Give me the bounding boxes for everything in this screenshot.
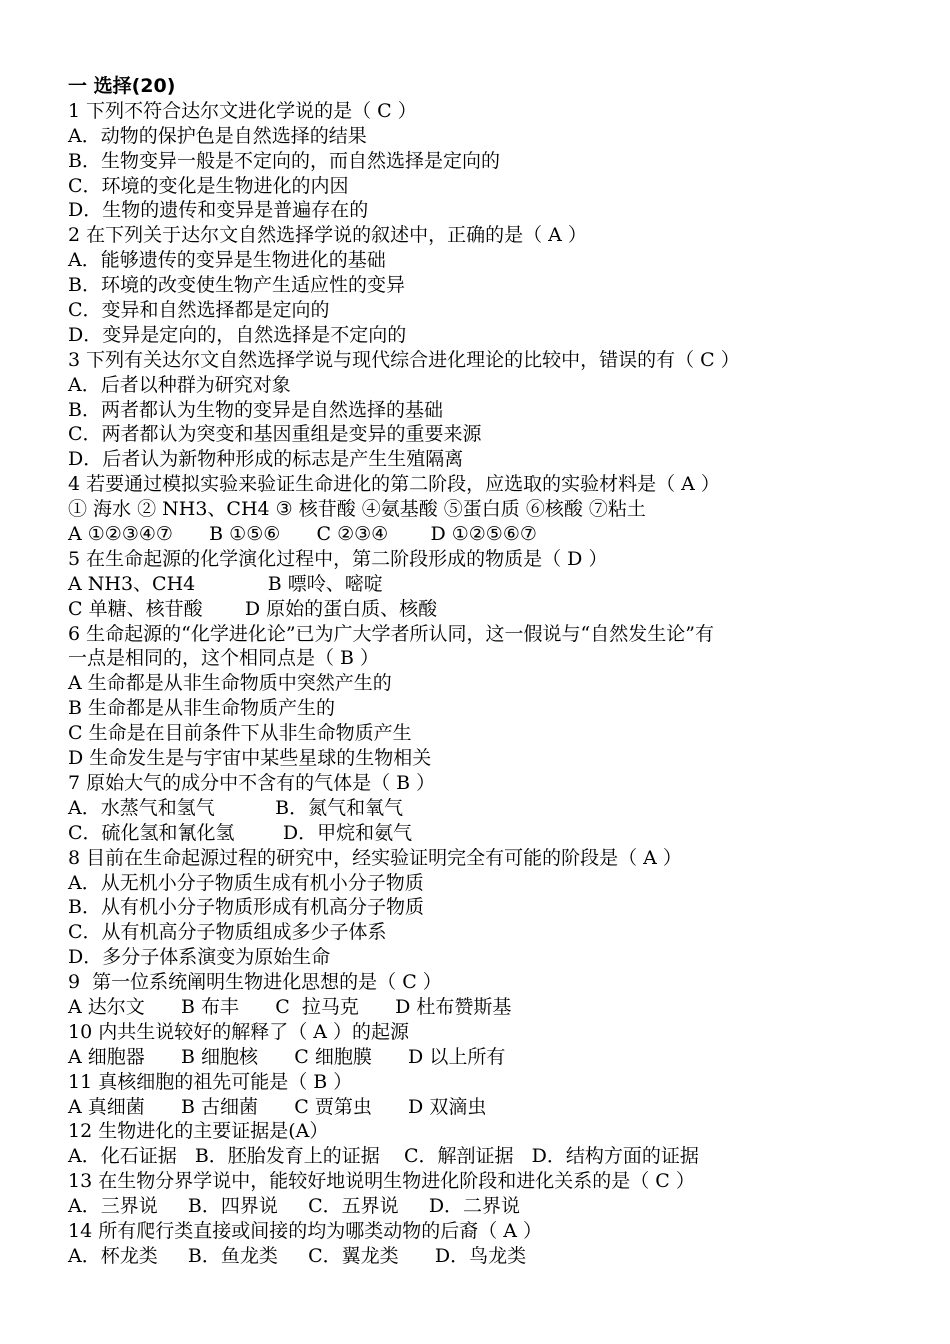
text-line: A．水蒸气和氢气 B．氮气和氧气 <box>68 796 404 819</box>
text-line: A ①②③④⑦ B ①⑤⑥ C ②③④ D ①②⑤⑥⑦ <box>68 523 537 546</box>
text-line: 12 生物进化的主要证据是(A） <box>68 1120 329 1143</box>
text-line: C．硫化氢和氰化氢 D．甲烷和氨气 <box>68 821 413 844</box>
text-line: 2 在下列关于达尔文自然选择学说的叙述中，正确的是（ A ） <box>68 224 587 247</box>
text-line: C．变异和自然选择都是定向的 <box>68 299 330 322</box>
text-line: 3 下列有关达尔文自然选择学说与现代综合进化理论的比较中，错误的有（ C ） <box>68 348 740 371</box>
text-line: D．变异是定向的，自然选择是不定向的 <box>68 323 407 346</box>
text-line: ① 海水 ② NH3、CH4 ③ 核苷酸 ④氨基酸 ⑤蛋白质 ⑥核酸 ⑦粘土 <box>68 498 646 521</box>
text-line: B．环境的改变使生物产生适应性的变异 <box>68 274 405 297</box>
text-line: C 单糖、核苷酸 D 原始的蛋白质、核酸 <box>68 597 438 620</box>
text-line: 13 在生物分界学说中，能较好地说明生物进化阶段和进化关系的是（ C ） <box>68 1170 695 1193</box>
text-line: C．环境的变化是生物进化的内因 <box>68 174 349 197</box>
text-line: 9 第一位系统阐明生物进化思想的是（ C ） <box>68 971 442 994</box>
text-line: A．能够遗传的变异是生物进化的基础 <box>68 249 386 272</box>
text-line: 6 生命起源的“化学进化论”已为广大学者所认同，这一假说与“自然发生论”有 <box>68 622 714 645</box>
text-line: 10 内共生说较好的解释了（ A ）的起源 <box>68 1020 410 1043</box>
text-line: B．从有机小分子物质形成有机高分子物质 <box>68 896 424 919</box>
text-line: A．杯龙类 B．鱼龙类 C．翼龙类 D．鸟龙类 <box>68 1244 527 1267</box>
text-line: A．化石证据 B．胚胎发育上的证据 C．解剖证据 D．结构方面的证据 <box>68 1145 699 1168</box>
text-line: B．两者都认为生物的变异是自然选择的基础 <box>68 398 443 421</box>
section-title: 一 选择(20) <box>68 75 176 97</box>
text-line: A 细胞器 B 细胞核 C 细胞膜 D 以上所有 <box>68 1045 506 1068</box>
document-page <box>68 74 898 1269</box>
text-line: A 生命都是从非生命物质中突然产生的 <box>68 672 392 695</box>
text-line: 1 下列不符合达尔文进化学说的是（ C ） <box>68 99 417 122</box>
text-line: 11 真核细胞的祖先可能是（ B ） <box>68 1070 353 1093</box>
text-line: A．从无机小分子物质生成有机小分子物质 <box>68 871 424 894</box>
text-line: A．三界说 B．四界说 C．五界说 D．二界说 <box>68 1195 521 1218</box>
text-line: D 生命发生是与宇宙中某些星球的生物相关 <box>68 747 432 770</box>
text-line: C 生命是在目前条件下从非生命物质产生 <box>68 722 412 745</box>
text-line: 8 目前在生命起源过程的研究中，经实验证明完全有可能的阶段是（ A ） <box>68 846 682 869</box>
text-line: D．生物的遗传和变异是普遍存在的 <box>68 199 369 222</box>
text-line: A 达尔文 B 布丰 C 拉马克 D 杜布赞斯基 <box>68 995 512 1018</box>
text-line: 4 若要通过模拟实验来验证生命进化的第二阶段，应选取的实验材料是（ A ） <box>68 473 720 496</box>
text-line: D．后者认为新物种形成的标志是产生生殖隔离 <box>68 448 464 471</box>
text-line: A NH3、CH4 B 嘌呤、嘧啶 <box>68 572 383 595</box>
question-list <box>68 99 898 1269</box>
text-line: 5 在生命起源的化学演化过程中，第二阶段形成的物质是（ D ） <box>68 547 608 570</box>
text-line: C．两者都认为突变和基因重组是变异的重要来源 <box>68 423 482 446</box>
text-line: B．生物变异一般是不定向的，而自然选择是定向的 <box>68 149 500 172</box>
text-line: 一点是相同的，这个相同点是（ B ） <box>68 647 380 670</box>
text-line: B 生命都是从非生命物质产生的 <box>68 697 336 720</box>
text-line: A．动物的保护色是自然选择的结果 <box>68 124 367 147</box>
text-line: A．后者以种群为研究对象 <box>68 373 291 396</box>
text-line: C．从有机高分子物质组成多少子体系 <box>68 921 387 944</box>
text-line: D．多分子体系演变为原始生命 <box>68 946 331 969</box>
text-line: 7 原始大气的成分中不含有的气体是（ B ） <box>68 771 436 794</box>
text-line: 14 所有爬行类直接或间接的均为哪类动物的后裔（ A ） <box>68 1219 543 1242</box>
text-line: A 真细菌 B 古细菌 C 贾第虫 D 双滴虫 <box>68 1095 487 1118</box>
